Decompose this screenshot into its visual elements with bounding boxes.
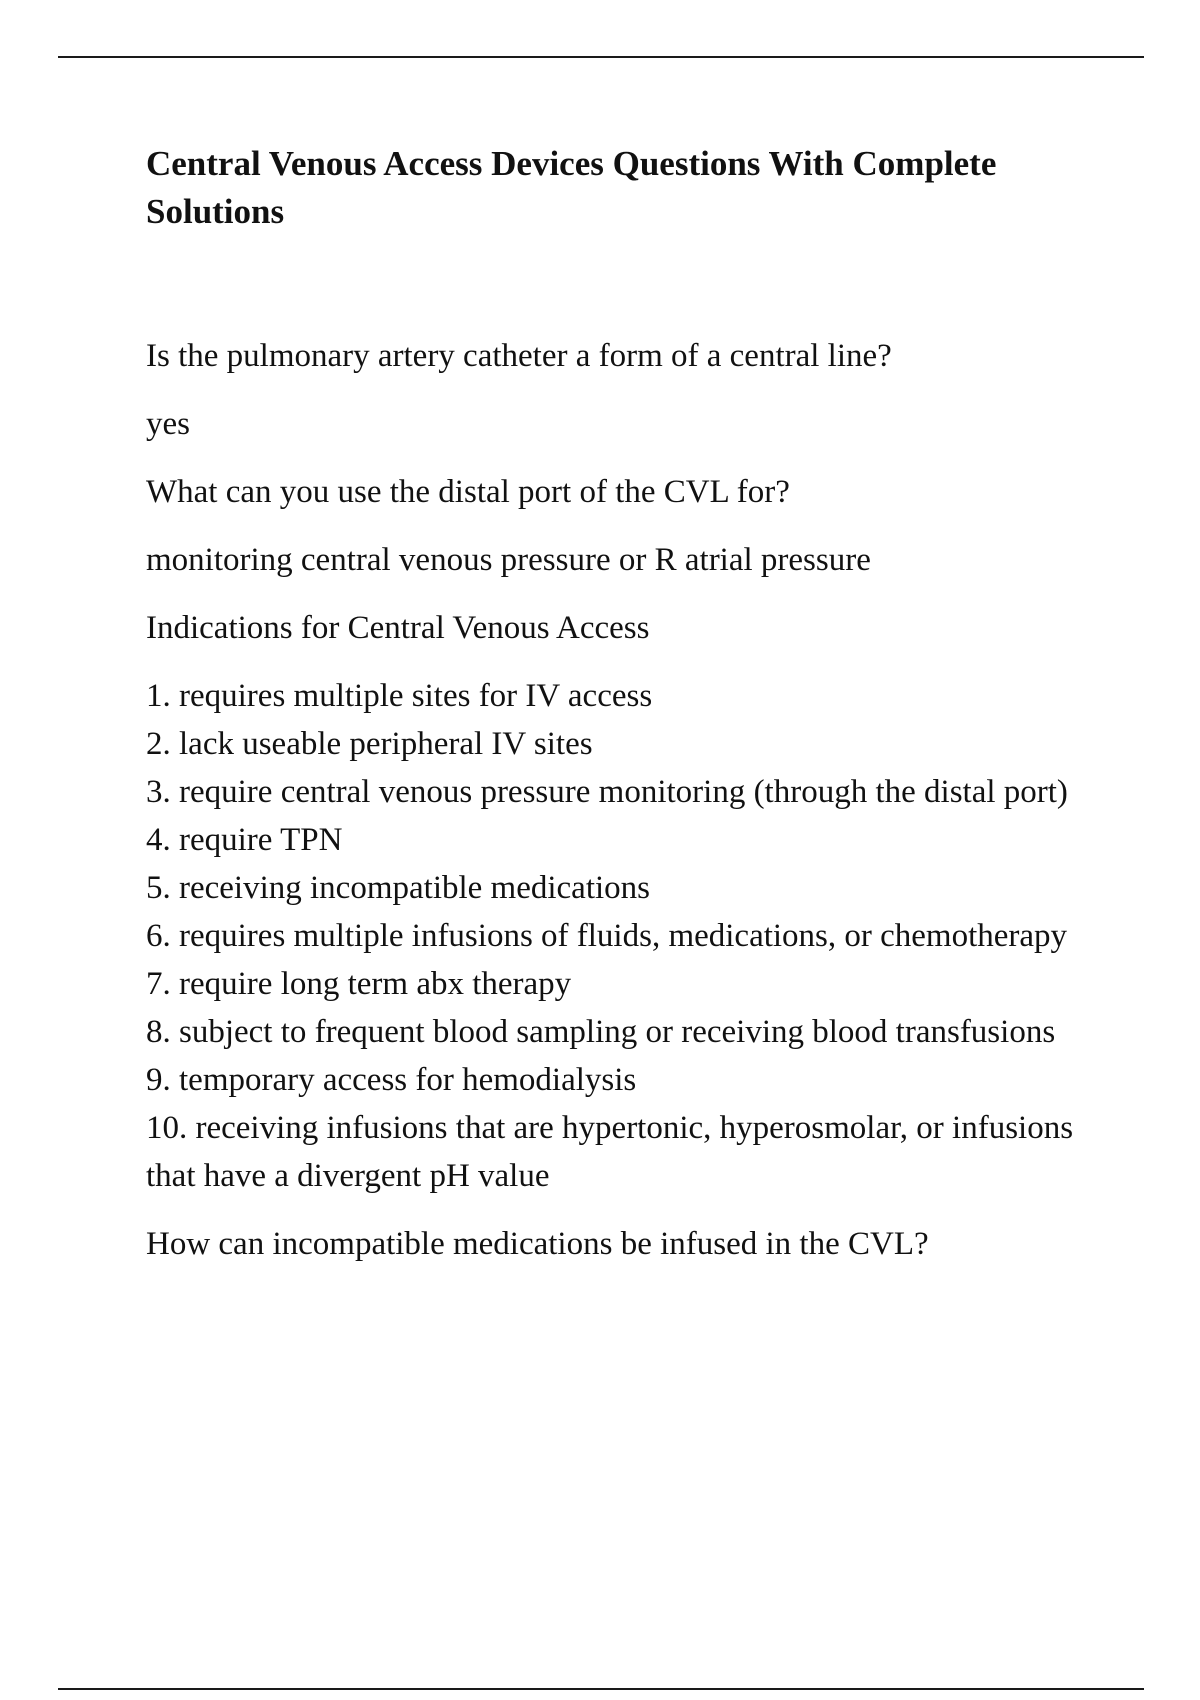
list-item: 9. temporary access for hemodialysis [146, 1062, 637, 1098]
document-title: Central Venous Access Devices Questions With Complete Solutions [146, 144, 997, 231]
document-body [146, 332, 1106, 1268]
list-item: 7. require long term abx therapy [146, 966, 572, 1002]
list-item: 1. requires multiple sites for IV access [146, 678, 653, 714]
list-item: 6. requires multiple infusions of fluids, medications, or chemotherapy [146, 918, 1068, 954]
list-item: 3. require central venous pressure monitoring (through the distal port) [146, 774, 1068, 810]
bottom-divider [58, 1688, 1144, 1690]
list-item: 10. receiving infusions that are hypertonic, hyperosmolar, or infusions that have a divergent pH value [146, 1110, 1074, 1194]
answer-2: monitoring central venous pressure or R atrial pressure [146, 542, 871, 578]
top-divider [58, 56, 1144, 58]
list-item: 5. receiving incompatible medications [146, 870, 651, 906]
answer-1: yes [146, 406, 190, 442]
list-item: 8. subject to frequent blood sampling or receiving blood transfusions [146, 1014, 1056, 1050]
question-2: What can you use the distal port of the CVL for? [146, 474, 790, 510]
question-3: Indications for Central Venous Access [146, 610, 650, 646]
list-item: 2. lack useable peripheral IV sites [146, 726, 593, 762]
list-item: 4. require TPN [146, 822, 343, 858]
indications-list [146, 672, 1106, 1200]
question-1: Is the pulmonary artery catheter a form of a central line? [146, 338, 892, 374]
question-4: How can incompatible medications be infused in the CVL? [146, 1226, 929, 1262]
